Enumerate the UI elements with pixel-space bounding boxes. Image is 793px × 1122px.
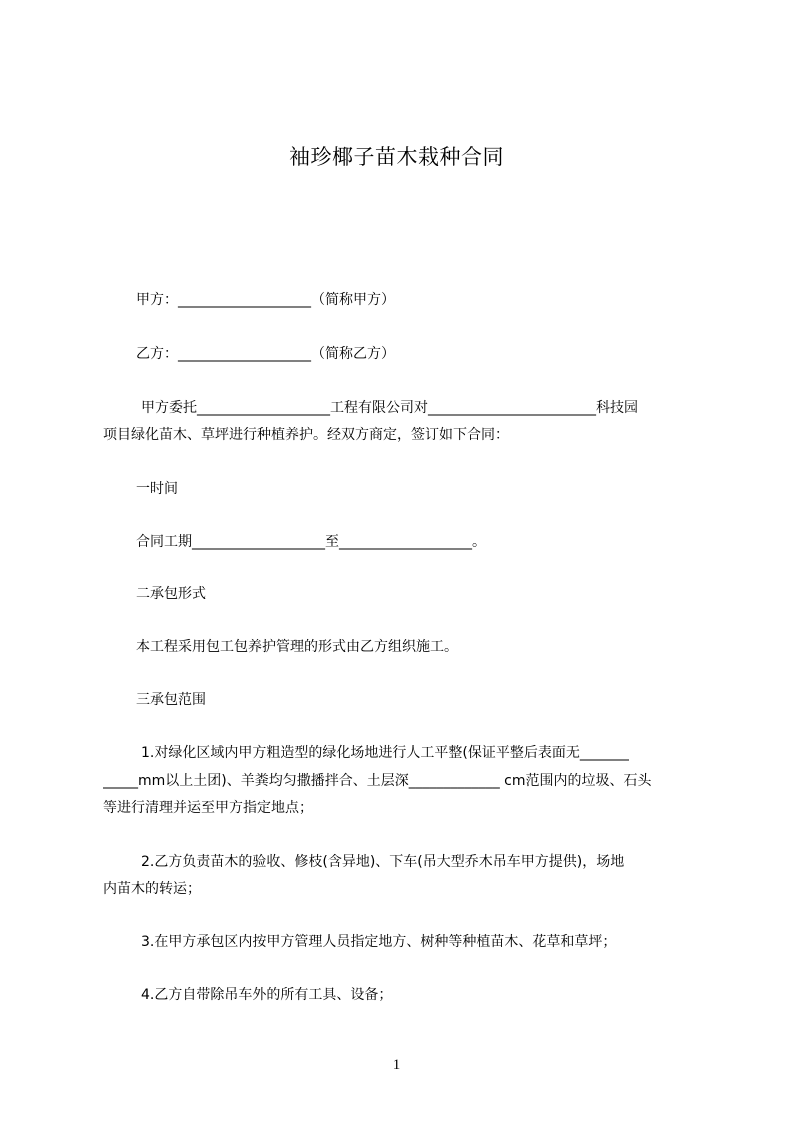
section-2-heading: 二承包形式: [136, 586, 206, 602]
page-number: 1: [392, 1057, 401, 1073]
document-title: 袖珍椰子苗木栽种合同: [289, 145, 504, 169]
scope-item-4: 4.乙方自带除吊车外的所有工具、设备；: [141, 987, 393, 1003]
intro-paragraph-line-1: 甲方委托___________________工程有限公司对________________________科技园: [141, 400, 638, 416]
contract-period-line: 合同工期___________________至___________________。: [136, 534, 486, 550]
intro-paragraph-line-2: 项目绿化苗木、草坪进行种植养护。经双方商定，签订如下合同：: [103, 427, 509, 443]
section-3-heading: 三承包范围: [136, 692, 206, 708]
scope-item-1-line-1: 1.对绿化区域内甲方粗造型的绿化场地进行人工平整(保证平整后表面无_______: [141, 745, 629, 761]
party-b-line: 乙方：___________________（简称乙方）: [136, 346, 395, 362]
scope-item-3: 3.在甲方承包区内按甲方管理人员指定地方、树种等种植苗木、花草和草坪；: [141, 934, 617, 950]
scope-item-2-line-2: 内苗木的转运；: [103, 881, 201, 897]
section-2-text: 本工程采用包工包养护管理的形式由乙方组织施工。: [136, 639, 458, 655]
scope-item-2-line-1: 2.乙方负责苗木的验收、修枝(含异地)、下车(吊大型乔木吊车甲方提供)，场地: [141, 854, 625, 870]
scope-item-1-line-3: 等进行清理并运至甲方指定地点；: [103, 800, 313, 816]
party-a-line: 甲方：___________________（简称甲方）: [136, 292, 395, 308]
scope-item-1-line-2: _____mm以上土团)、羊粪均匀撒播拌合、土层深_____________ cm范围内的垃圾、石头: [103, 773, 652, 789]
section-1-heading: 一时间: [136, 481, 178, 497]
